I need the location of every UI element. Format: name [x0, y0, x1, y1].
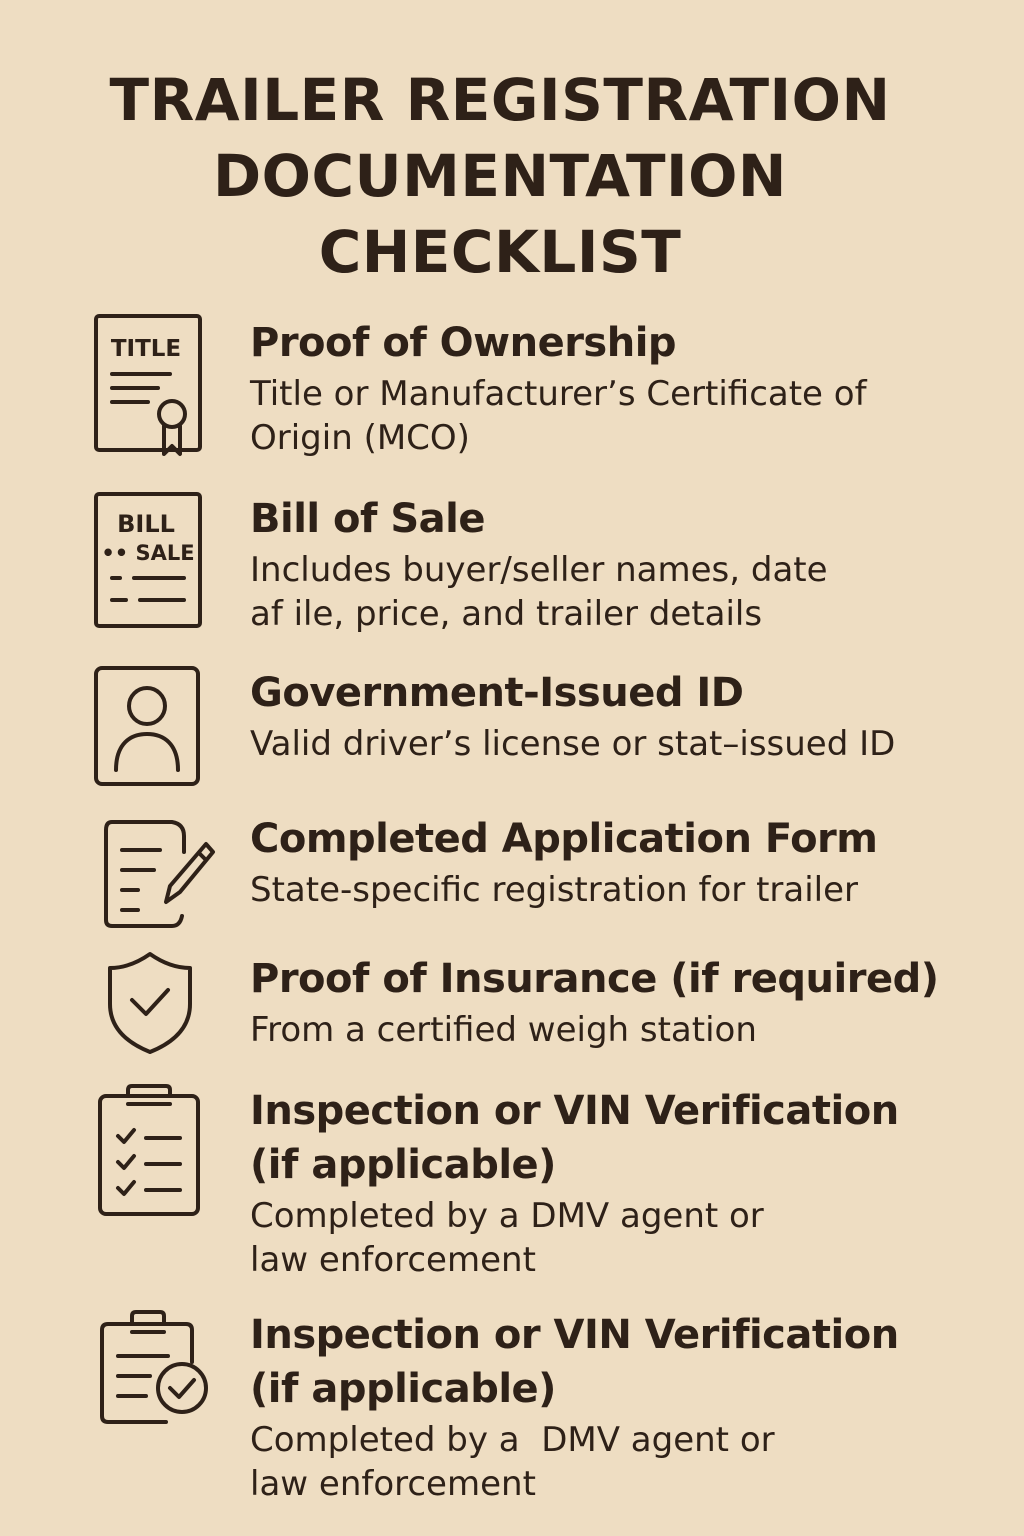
item-heading-line: (if applicable)	[250, 1142, 556, 1188]
item-heading	[250, 1084, 990, 1192]
item-description	[250, 1418, 990, 1506]
item-description	[250, 722, 990, 766]
item-heading: Completed Application Form	[250, 816, 878, 862]
clipboard-check-circle-icon	[88, 1308, 218, 1448]
item-description-line: law enforcement	[250, 1464, 536, 1504]
bill-of-sale-icon	[88, 492, 218, 632]
item-description	[250, 372, 990, 460]
title-line-1: TRAILER REGISTRATION	[109, 66, 891, 134]
item-description-line: State-specific registration for trailer	[250, 870, 858, 910]
item-description	[250, 1008, 990, 1052]
sale-icon-text: •• SALE	[101, 541, 195, 565]
item-heading: Government-Issued ID	[250, 670, 744, 716]
item-description	[250, 868, 990, 912]
item-description-line: Title or Manufacturer’s Certificate of	[250, 374, 867, 414]
clipboard-checklist-icon	[88, 1084, 218, 1224]
item-description-line: af ile, price, and trailer details	[250, 594, 763, 634]
item-description-line: Valid driver’s license or stat–issued ID	[250, 724, 896, 764]
item-heading: Proof of Ownership	[250, 320, 677, 366]
title-line-3: CHECKLIST	[318, 218, 682, 286]
item-description-line: Origin (MCO)	[250, 418, 470, 458]
title-icon-text: TITLE	[110, 336, 182, 362]
item-description-line: Completed by a DMV agent or	[250, 1196, 764, 1236]
item-description-line: From a certified weigh station	[250, 1010, 757, 1050]
item-heading	[250, 1308, 990, 1416]
item-heading-line: Inspection or VIN Verification	[250, 1088, 899, 1134]
item-description-line: Includes buyer/seller names, date	[250, 550, 828, 590]
shield-check-icon	[88, 952, 218, 1092]
item-heading-line: (if applicable)	[250, 1366, 556, 1412]
item-description-line: Completed by a DMV agent or	[250, 1420, 775, 1460]
item-description-line: law enforcement	[250, 1240, 536, 1280]
form-pencil-icon	[88, 812, 218, 952]
page-title	[0, 62, 1000, 290]
item-description	[250, 1194, 990, 1282]
item-heading: Proof of Insurance (if required)	[250, 956, 939, 1002]
bill-icon-text: BILL	[117, 510, 175, 538]
item-heading: Bill of Sale	[250, 496, 485, 542]
item-description	[250, 548, 990, 636]
person-id-icon	[88, 666, 218, 806]
title-line-2: DOCUMENTATION	[213, 142, 787, 210]
title-certificate-icon	[88, 316, 218, 456]
item-heading-line: Inspection or VIN Verification	[250, 1312, 899, 1358]
